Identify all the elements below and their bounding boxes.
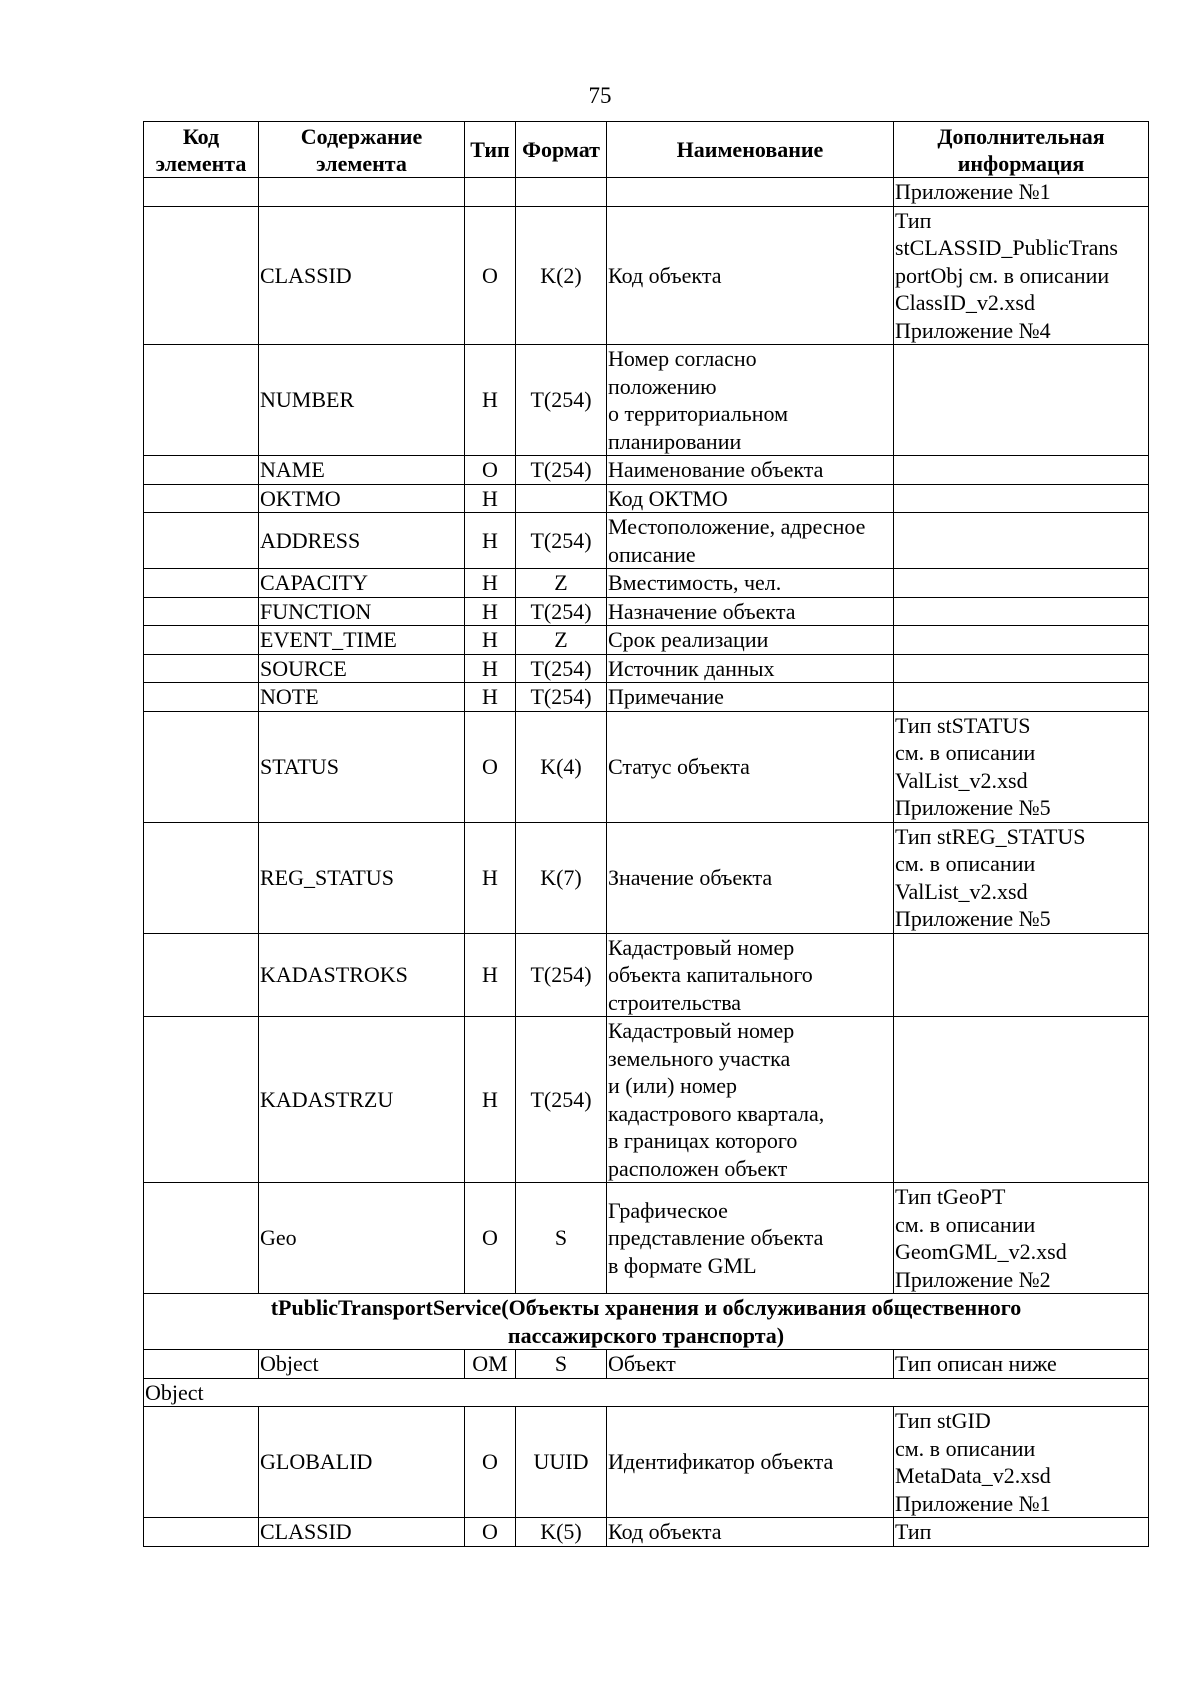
- header-code: Код элемента: [144, 122, 259, 178]
- cell-type: Н: [465, 345, 516, 456]
- cell-info: Приложение №1: [894, 178, 1149, 207]
- cell-type: [465, 178, 516, 207]
- cell-code: [144, 711, 259, 822]
- cell-element: NOTE: [259, 683, 465, 712]
- object-label: Object: [144, 1378, 1149, 1407]
- cell-name: Назначение объекта: [607, 597, 894, 626]
- cell-type: Н: [465, 569, 516, 598]
- cell-element: CAPACITY: [259, 569, 465, 598]
- cell-type: Н: [465, 513, 516, 569]
- cell-format: K(7): [516, 822, 607, 933]
- cell-code: [144, 1183, 259, 1294]
- cell-info: Тип stREG_STATUS см. в описании ValList_v2.xsd Приложение №5: [894, 822, 1149, 933]
- cell-name: Кадастровый номер земельного участка и (или) номер кадастрового квартала, в границах которого расположен объект: [607, 1017, 894, 1183]
- cell-info: [894, 569, 1149, 598]
- table-row: [144, 484, 1149, 513]
- cell-code: [144, 1518, 259, 1547]
- cell-info: [894, 345, 1149, 456]
- cell-format: Z: [516, 626, 607, 655]
- table-row: [144, 1518, 1149, 1547]
- cell-code: [144, 513, 259, 569]
- cell-format: K(5): [516, 1518, 607, 1547]
- cell-element: KADASTROKS: [259, 933, 465, 1017]
- cell-code: [144, 206, 259, 345]
- table-row: [144, 597, 1149, 626]
- cell-element: SOURCE: [259, 654, 465, 683]
- cell-element: OKTMO: [259, 484, 465, 513]
- cell-name: [607, 178, 894, 207]
- table-header-row: [144, 122, 1149, 178]
- cell-format: S: [516, 1183, 607, 1294]
- cell-code: [144, 345, 259, 456]
- section-title: tPublicTransportService(Объекты хранения и обслуживания общественного пассажирского транспорта): [144, 1294, 1149, 1350]
- cell-code: [144, 822, 259, 933]
- cell-format: Т(254): [516, 456, 607, 485]
- cell-type: Н: [465, 626, 516, 655]
- cell-code: [144, 1350, 259, 1379]
- cell-element: GLOBALID: [259, 1407, 465, 1518]
- cell-info: [894, 456, 1149, 485]
- table-body-part1: [144, 178, 1149, 1294]
- cell-type: О: [465, 1407, 516, 1518]
- cell-name: Код ОКТМО: [607, 484, 894, 513]
- cell-name: Кадастровый номер объекта капитального строительства: [607, 933, 894, 1017]
- cell-info: Тип stCLASSID_PublicTrans portObj см. в описании ClassID_v2.xsd Приложение №4: [894, 206, 1149, 345]
- header-content: Содержание элемента: [259, 122, 465, 178]
- table-row: [144, 206, 1149, 345]
- cell-element: [259, 178, 465, 207]
- cell-format: [516, 484, 607, 513]
- cell-code: [144, 178, 259, 207]
- table-row: [144, 345, 1149, 456]
- cell-type: ОМ: [465, 1350, 516, 1379]
- table-row: [144, 822, 1149, 933]
- cell-code: [144, 1407, 259, 1518]
- table-row: [144, 933, 1149, 1017]
- cell-name: Срок реализации: [607, 626, 894, 655]
- cell-info: Тип описан ниже: [894, 1350, 1149, 1379]
- cell-type: Н: [465, 933, 516, 1017]
- element-table: [143, 121, 1149, 1547]
- header-info: Дополнительная информация: [894, 122, 1149, 178]
- cell-element: CLASSID: [259, 1518, 465, 1547]
- table-row: [144, 654, 1149, 683]
- cell-type: Н: [465, 654, 516, 683]
- cell-element: EVENT_TIME: [259, 626, 465, 655]
- cell-element: Geo: [259, 1183, 465, 1294]
- cell-element: FUNCTION: [259, 597, 465, 626]
- cell-code: [144, 933, 259, 1017]
- cell-format: Т(254): [516, 345, 607, 456]
- cell-type: О: [465, 456, 516, 485]
- cell-code: [144, 484, 259, 513]
- cell-element: NUMBER: [259, 345, 465, 456]
- cell-info: Тип stSTATUS см. в описании ValList_v2.xsd Приложение №5: [894, 711, 1149, 822]
- cell-info: [894, 1017, 1149, 1183]
- cell-info: [894, 484, 1149, 513]
- cell-name: Местоположение, адресное описание: [607, 513, 894, 569]
- cell-type: Н: [465, 683, 516, 712]
- cell-type: О: [465, 1183, 516, 1294]
- table-row: [144, 1407, 1149, 1518]
- cell-format: K(4): [516, 711, 607, 822]
- cell-element: KADASTRZU: [259, 1017, 465, 1183]
- table-row: [144, 711, 1149, 822]
- cell-format: K(2): [516, 206, 607, 345]
- cell-type: Н: [465, 597, 516, 626]
- cell-format: Т(254): [516, 1017, 607, 1183]
- header-type: Тип: [465, 122, 516, 178]
- cell-name: Номер согласно положению о территориальном планировании: [607, 345, 894, 456]
- cell-element: CLASSID: [259, 206, 465, 345]
- object-label-row: [144, 1378, 1149, 1407]
- cell-name: Вместимость, чел.: [607, 569, 894, 598]
- cell-element: STATUS: [259, 711, 465, 822]
- cell-info: [894, 933, 1149, 1017]
- table-row: [144, 1183, 1149, 1294]
- cell-name: Объект: [607, 1350, 894, 1379]
- cell-code: [144, 597, 259, 626]
- cell-format: Т(254): [516, 933, 607, 1017]
- cell-format: Z: [516, 569, 607, 598]
- cell-info: Тип tGeoPT см. в описании GeomGML_v2.xsd Приложение №2: [894, 1183, 1149, 1294]
- cell-element: Object: [259, 1350, 465, 1379]
- cell-name: Статус объекта: [607, 711, 894, 822]
- cell-info: [894, 683, 1149, 712]
- cell-format: Т(254): [516, 513, 607, 569]
- cell-element: REG_STATUS: [259, 822, 465, 933]
- table-row: [144, 569, 1149, 598]
- cell-name: Примечание: [607, 683, 894, 712]
- cell-name: Идентификатор объекта: [607, 1407, 894, 1518]
- cell-code: [144, 456, 259, 485]
- cell-type: Н: [465, 484, 516, 513]
- cell-code: [144, 654, 259, 683]
- section-body: [144, 1294, 1149, 1407]
- cell-format: [516, 178, 607, 207]
- cell-code: [144, 683, 259, 712]
- cell-format: Т(254): [516, 654, 607, 683]
- header-format: Формат: [516, 122, 607, 178]
- cell-info: [894, 654, 1149, 683]
- cell-info: [894, 626, 1149, 655]
- cell-name: Код объекта: [607, 1518, 894, 1547]
- cell-name: Код объекта: [607, 206, 894, 345]
- cell-info: Тип stGID см. в описании MetaData_v2.xsd Приложение №1: [894, 1407, 1149, 1518]
- cell-name: Наименование объекта: [607, 456, 894, 485]
- cell-type: Н: [465, 1017, 516, 1183]
- cell-name: Источник данных: [607, 654, 894, 683]
- table-row: [144, 683, 1149, 712]
- table-row: [144, 1017, 1149, 1183]
- table-row: [144, 626, 1149, 655]
- cell-format: S: [516, 1350, 607, 1379]
- table-row: [144, 178, 1149, 207]
- section-row: [144, 1294, 1149, 1350]
- header-name: Наименование: [607, 122, 894, 178]
- cell-info: Тип: [894, 1518, 1149, 1547]
- page-number: 75: [588, 83, 612, 108]
- table-row: [144, 1350, 1149, 1379]
- cell-info: [894, 597, 1149, 626]
- cell-type: О: [465, 206, 516, 345]
- cell-format: UUID: [516, 1407, 607, 1518]
- cell-type: О: [465, 1518, 516, 1547]
- table-row: [144, 456, 1149, 485]
- cell-format: Т(254): [516, 597, 607, 626]
- table-body-part2: [144, 1407, 1149, 1547]
- cell-format: Т(254): [516, 683, 607, 712]
- cell-element: ADDRESS: [259, 513, 465, 569]
- cell-code: [144, 569, 259, 598]
- cell-type: О: [465, 711, 516, 822]
- cell-name: Значение объекта: [607, 822, 894, 933]
- cell-element: NAME: [259, 456, 465, 485]
- cell-code: [144, 1017, 259, 1183]
- cell-name: Графическое представление объекта в формате GML: [607, 1183, 894, 1294]
- table-row: [144, 513, 1149, 569]
- cell-info: [894, 513, 1149, 569]
- cell-type: Н: [465, 822, 516, 933]
- cell-code: [144, 626, 259, 655]
